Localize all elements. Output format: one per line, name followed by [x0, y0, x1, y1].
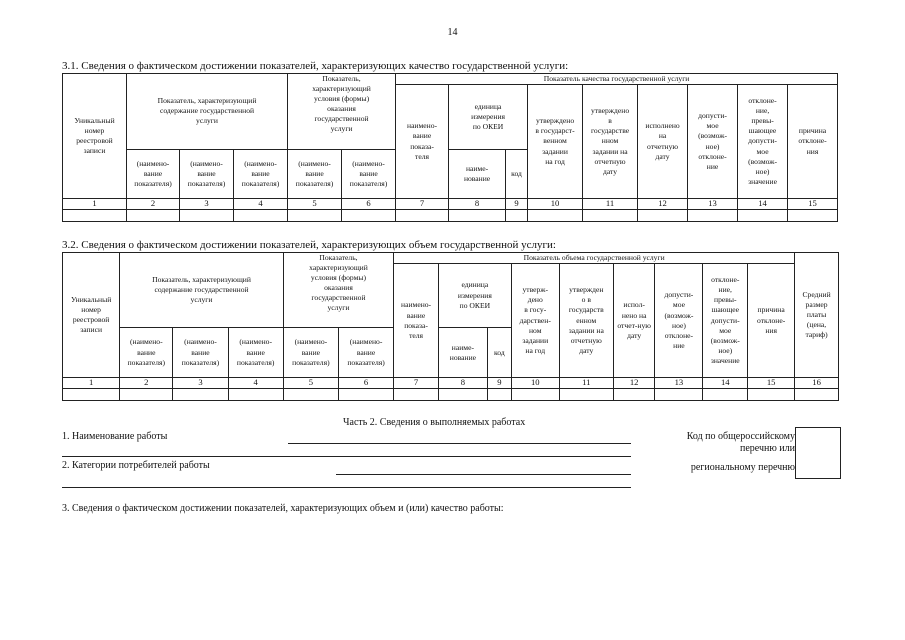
col-number: 2	[120, 378, 173, 389]
table-cell[interactable]	[63, 389, 120, 401]
col-content-group: Показатель, характеризующий содержание государственной услуги	[120, 253, 284, 328]
col-number: 10	[511, 378, 559, 389]
col-exceeding-deviation: отклоне- ние, превы- шающее допусти- мое (возмож- ное) значение	[703, 264, 748, 378]
col-number: 5	[283, 378, 338, 389]
col-unit-name: наиме- нование	[438, 328, 487, 378]
col-number: 11	[559, 378, 613, 389]
col-number: 11	[583, 198, 638, 209]
col-exceeding-deviation: отклоне- ние, превы- шающее допусти- мое (возмож- ное) значение	[738, 85, 788, 199]
col-content-group: Показатель, характеризующий содержание государственной услуги	[127, 74, 288, 150]
col-reason: причина отклоне- ния	[788, 85, 838, 199]
table-cell[interactable]	[506, 209, 528, 221]
col-number: 12	[638, 198, 688, 209]
table-cell[interactable]	[613, 389, 655, 401]
col-number: 5	[288, 198, 342, 209]
col-sub-name: (наимено- вание показателя)	[234, 149, 288, 198]
col-number: 12	[613, 378, 655, 389]
col-number: 9	[506, 198, 528, 209]
col-number: 9	[487, 378, 511, 389]
table-cell[interactable]	[449, 209, 506, 221]
consumers-line[interactable]	[336, 474, 631, 475]
col-approved-year: утверждено в государст- венном задании на год	[528, 85, 583, 199]
col-approved-date: утвержден о в государств енном задании на отчетную дату	[559, 264, 613, 378]
col-sub-name: (наимено- вание показателя)	[120, 328, 173, 378]
col-indicator-group: Показатель объема государственной услуги	[394, 253, 795, 264]
col-number: 6	[338, 378, 393, 389]
table-cell[interactable]	[228, 389, 283, 401]
col-number: 7	[394, 378, 439, 389]
col-number: 4	[234, 198, 288, 209]
volume-indicators-table	[62, 252, 839, 401]
table-cell[interactable]	[342, 209, 396, 221]
table-cell[interactable]	[795, 389, 839, 401]
col-allowed-deviation: допусти- мое (возмож- ное) отклоне- ние	[688, 85, 738, 199]
table-cell[interactable]	[173, 389, 228, 401]
col-number: 10	[528, 198, 583, 209]
col-approved-date: утверждено в государстве нном задании на отчетную дату	[583, 85, 638, 199]
col-unit-group: единица измерения по ОКЕИ	[449, 85, 528, 149]
col-sub-name: (наимено- вание показателя)	[127, 149, 180, 198]
table-cell[interactable]	[788, 209, 838, 221]
page-number: 14	[447, 27, 458, 38]
col-number: 7	[396, 198, 449, 209]
code-label-line3: региональному перечню	[690, 462, 795, 473]
table-cell[interactable]	[438, 389, 487, 401]
col-number: 3	[173, 378, 228, 389]
col-number: 8	[449, 198, 506, 209]
section-3-1-heading: 3.1. Сведения о фактическом достижении показателей, характеризующих качество государственной услуги:	[62, 60, 569, 72]
table-cell[interactable]	[396, 209, 449, 221]
table-cell[interactable]	[655, 389, 703, 401]
code-box[interactable]	[795, 427, 841, 479]
col-fulfilled: исполнено на отчетную дату	[638, 85, 688, 199]
code-label-line1: Код по общероссийскому	[686, 431, 795, 442]
table-cell[interactable]	[559, 389, 613, 401]
consumers-label: 2. Категории потребителей работы	[62, 460, 210, 471]
work-name-label: 1. Наименование работы	[62, 431, 168, 442]
col-number: 1	[63, 378, 120, 389]
col-number: 13	[655, 378, 703, 389]
work-name-line[interactable]	[288, 443, 631, 444]
table-cell[interactable]	[703, 389, 748, 401]
col-sub-name: (наимено- вание показателя)	[338, 328, 393, 378]
col-number: 4	[228, 378, 283, 389]
col-sub-name: (наимено- вание показателя)	[228, 328, 283, 378]
col-indicator-name: наимено- вание показа- теля	[394, 264, 439, 378]
table-cell[interactable]	[234, 209, 288, 221]
col-unit-code: код	[487, 328, 511, 378]
col-number: 14	[738, 198, 788, 209]
part-2-title: Часть 2. Сведения о выполняемых работах	[343, 417, 526, 428]
col-number: 16	[795, 378, 839, 389]
col-number: 15	[788, 198, 838, 209]
work-name-line-2[interactable]	[62, 456, 631, 457]
table-cell[interactable]	[511, 389, 559, 401]
code-label-line2: перечню или	[739, 443, 795, 454]
col-sub-name: (наимено- вание показателя)	[288, 149, 342, 198]
col-number: 14	[703, 378, 748, 389]
col-conditions-group: Показатель, характеризующий условия (формы) оказания государственной услуги	[283, 253, 393, 328]
col-sub-name: (наимено- вание показателя)	[342, 149, 396, 198]
table-cell[interactable]	[394, 389, 439, 401]
col-unit-group: единица измерения по ОКЕИ	[438, 264, 511, 328]
table-cell[interactable]	[528, 209, 583, 221]
table-cell[interactable]	[338, 389, 393, 401]
table-cell[interactable]	[283, 389, 338, 401]
col-number: 2	[127, 198, 180, 209]
table-cell[interactable]	[180, 209, 234, 221]
section-3-heading: 3. Сведения о фактическом достижении показателей, характеризующих объем и (или) качество работы:	[62, 503, 504, 514]
table-cell[interactable]	[688, 209, 738, 221]
col-conditions-group: Показатель, характеризующий условия (формы) оказания государственной услуги	[288, 74, 396, 150]
table-cell[interactable]	[638, 209, 688, 221]
col-unit-code: код	[506, 149, 528, 198]
col-allowed-deviation: допусти- мое (возмож- ное) отклоне- ние	[655, 264, 703, 378]
consumers-line-2[interactable]	[62, 487, 631, 488]
col-number: 13	[688, 198, 738, 209]
col-sub-name: (наимено- вание показателя)	[173, 328, 228, 378]
col-sub-name: (наимено- вание показателя)	[283, 328, 338, 378]
table-cell[interactable]	[63, 209, 127, 221]
col-sub-name: (наимено- вание показателя)	[180, 149, 234, 198]
table-cell[interactable]	[583, 209, 638, 221]
table-cell[interactable]	[120, 389, 173, 401]
col-number: 8	[438, 378, 487, 389]
section-3-2-heading: 3.2. Сведения о фактическом достижении показателей, характеризующих объем государственной услуги:	[62, 239, 556, 251]
col-number: 1	[63, 198, 127, 209]
table-cell[interactable]	[748, 389, 795, 401]
quality-indicators-table	[62, 73, 838, 222]
col-indicator-group: Показатель качества государственной услуги	[396, 74, 838, 85]
table-cell[interactable]	[288, 209, 342, 221]
col-approved-year: утверж- дено в госу- дарствен- ном задании на год	[511, 264, 559, 378]
col-unit-name: наиме- нование	[449, 149, 506, 198]
col-unique-number: Уникальный номер реестровой записи	[63, 74, 127, 199]
col-number: 6	[342, 198, 396, 209]
col-fulfilled: испол- нено на отчет-ную дату	[613, 264, 655, 378]
table-cell[interactable]	[738, 209, 788, 221]
table-cell[interactable]	[127, 209, 180, 221]
col-unique-number: Уникальный номер реестровой записи	[63, 253, 120, 378]
col-number: 3	[180, 198, 234, 209]
col-number: 15	[748, 378, 795, 389]
col-indicator-name: наимено- вание показа- теля	[396, 85, 449, 199]
col-average-fee: Средний размер платы (цена, тариф)	[795, 253, 839, 378]
table-cell[interactable]	[487, 389, 511, 401]
col-reason: причина отклоне- ния	[748, 264, 795, 378]
